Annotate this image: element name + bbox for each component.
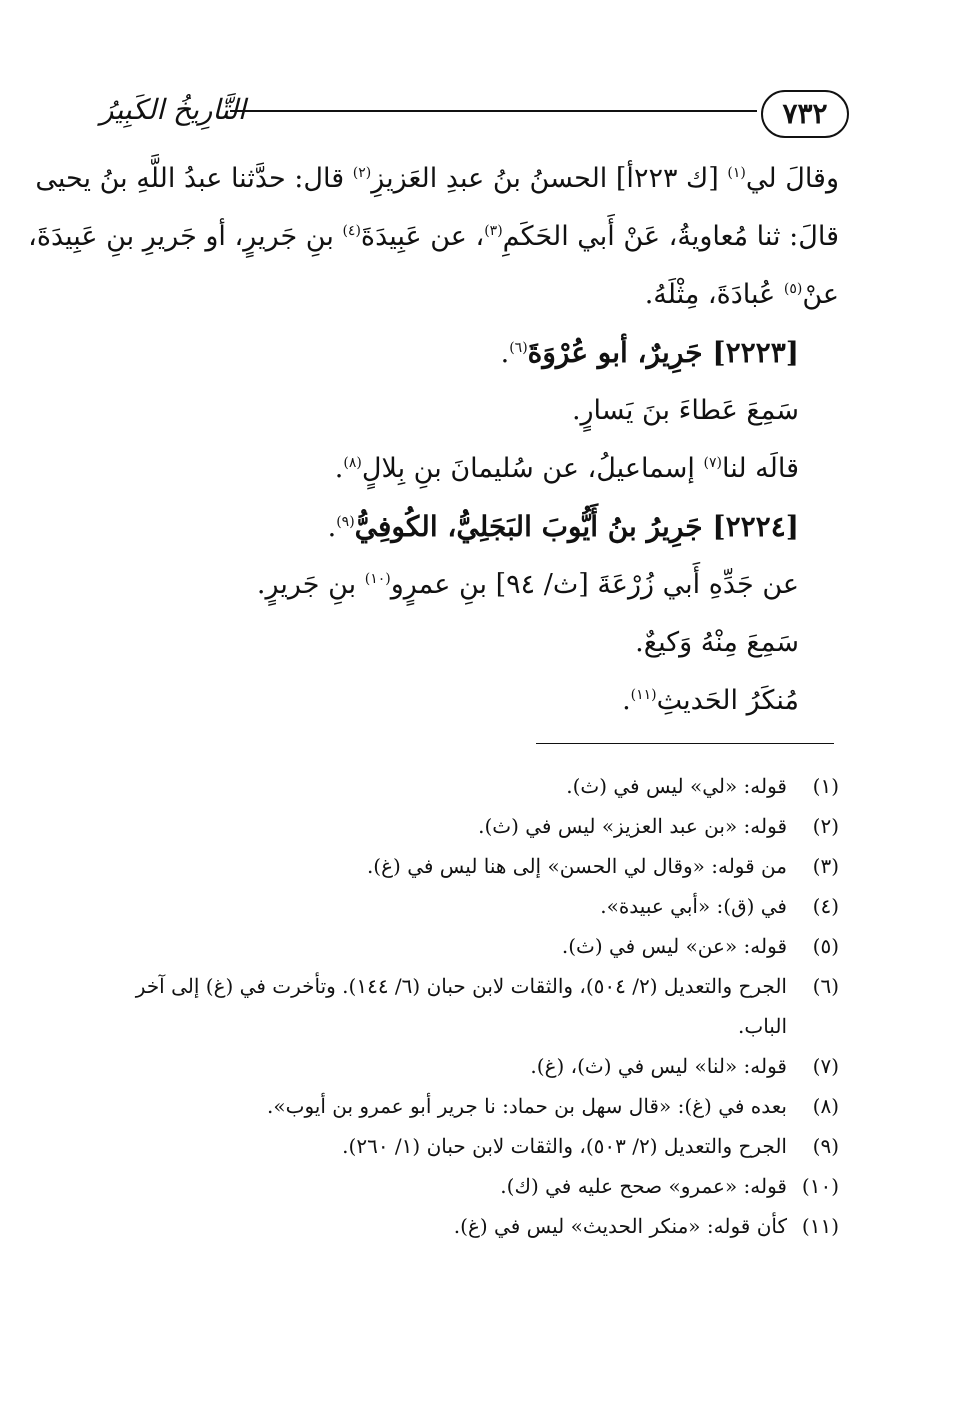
footnote-marker: (١١) xyxy=(630,687,657,703)
footnote-text: في (ق): «أبي عبيدة». xyxy=(600,894,787,918)
footnote-text: قوله: «عن» ليس في (ث). xyxy=(561,934,787,958)
footnote-marker: (١) xyxy=(727,165,746,181)
footnote-number: (٩) xyxy=(812,1134,839,1158)
footnote-number: (٢) xyxy=(812,814,839,838)
footnote-marker: (٥) xyxy=(783,281,803,297)
text-segment: سَمِعَ مِنْهُ وَكيعٌ. xyxy=(635,627,799,658)
footnote-item xyxy=(90,886,839,926)
footnote-item xyxy=(90,926,839,966)
text-line xyxy=(120,382,839,440)
text-segment: بنِ جَريرٍ. xyxy=(256,569,357,600)
text-segment: عنْ xyxy=(802,279,839,310)
footnote-marker: (٢) xyxy=(352,165,372,181)
footnote-number: (٤) xyxy=(812,894,839,918)
footnote-item xyxy=(90,1166,839,1206)
footnote-text: الجرح والتعديل (٢/ ٥٠٤)، والثقات لابن حبان (٦/ ١٤٤). وتأخرت في (غ) إلى آخر xyxy=(135,974,787,998)
text-segment: [ك ٢٢٣أ] الحسنُ بنُ عبدِ العَزيزِ xyxy=(371,163,719,194)
text-segment: . xyxy=(327,512,337,543)
footnote-text-continuation: الباب. xyxy=(738,1014,787,1038)
text-segment: إسماعيلُ، عن سُليمانَ بنِ بِلالٍ xyxy=(361,453,695,484)
footnote-marker: (٤) xyxy=(342,223,361,239)
footnote-text: قوله: «لي» ليس في (ث). xyxy=(566,774,787,798)
footnote-item xyxy=(90,1046,839,1086)
text-segment: قالَه لنا xyxy=(721,453,799,484)
entry-title: [٢٢٢٣] جَرِيرٌ، أبو عُرْوَةَ xyxy=(527,336,799,369)
footnote-number: (٦) xyxy=(812,974,839,998)
footnote-text: كأن قوله: «منكر الحديث» ليس في (غ). xyxy=(453,1214,787,1238)
footnote-marker: (٧) xyxy=(703,455,722,471)
text-line xyxy=(120,266,839,324)
footnote-item xyxy=(90,1086,839,1126)
footnote-item xyxy=(90,966,839,1046)
entry-title: [٢٢٢٤] جَرِيرُ بنُ أَيُّوبَ البَجَلِيُّ، الكُوفِيُّ xyxy=(354,510,799,543)
entry-heading xyxy=(120,324,839,382)
footnote-number: (٧) xyxy=(812,1054,839,1078)
text-segment: سَمِعَ عَطاءَ بنَ يَسارٍ. xyxy=(571,395,799,426)
footnote-marker: (٨) xyxy=(343,455,362,471)
text-line xyxy=(35,150,839,208)
text-segment: . xyxy=(500,338,510,369)
footnote-text: من قوله: «وقال لي الحسن» إلى هنا ليس في (غ). xyxy=(366,854,787,878)
footnote-marker: (٩) xyxy=(336,514,355,530)
text-line xyxy=(120,556,839,614)
text-segment: . xyxy=(622,685,631,716)
footnote-number: (٨) xyxy=(812,1094,839,1118)
main-text xyxy=(28,150,839,730)
text-segment: . xyxy=(334,453,344,484)
book-title: التَّارِيخُ الكَبِيرُ xyxy=(100,93,246,126)
text-segment: وقالَ لي xyxy=(745,163,839,194)
header-rule xyxy=(230,110,757,112)
text-segment: قال: حدَّثنا عبدُ اللَّهِ بنُ يحيى xyxy=(35,163,345,194)
text-segment: قالَ: ثنا مُعاويةُ، عَنْ أَبي الحَكَمِ xyxy=(502,221,839,252)
footnote-text: قوله: «عمرو» صحح عليه في (ك). xyxy=(500,1174,787,1198)
footnote-item xyxy=(90,1126,839,1166)
text-segment: مُنكَرُ الحَديثِ xyxy=(656,685,799,716)
footnote-text: قوله: «بن عبد العزيز» ليس في (ث). xyxy=(478,814,787,838)
footnote-item xyxy=(90,1206,839,1246)
text-segment: بنِ جَريرٍ، أو جَريرِ بنِ عَبِيدَةَ، xyxy=(28,221,334,252)
footnote-item xyxy=(90,806,839,846)
footnote-text: الجرح والتعديل (٢/ ٥٠٣)، والثقات لابن حبان (١/ ٢٦٠). xyxy=(342,1134,787,1158)
footnote-marker: (٦) xyxy=(509,340,528,356)
entry-heading xyxy=(120,498,839,556)
footnote-item xyxy=(90,846,839,886)
footnote-number: (١٠) xyxy=(801,1174,839,1198)
text-line xyxy=(28,208,839,266)
text-line xyxy=(120,672,839,730)
footnote-marker: (١٠) xyxy=(364,571,391,587)
text-line xyxy=(120,614,839,672)
footnote-separator xyxy=(536,743,834,744)
footnote-text: قوله: «لنا» ليس في (ث)، (غ). xyxy=(530,1054,787,1078)
footnote-number: (٣) xyxy=(812,854,839,878)
footnote-number: (١١) xyxy=(801,1214,839,1238)
footnote-item xyxy=(90,766,839,806)
footnotes xyxy=(90,766,839,1246)
footnote-text-wrapper xyxy=(90,966,787,1046)
text-segment: ، عن عَبِيدَةَ xyxy=(360,221,485,252)
footnote-number: (٥) xyxy=(812,934,839,958)
text-line xyxy=(120,440,839,498)
page-number: ٧٣٢ xyxy=(761,90,849,138)
text-segment: عن جَدِّهِ أَبي زُرْعَةَ [ث/ ٩٤] بنِ عمرٍو xyxy=(390,569,799,600)
page-header xyxy=(100,86,849,142)
footnote-text: بعده في (غ): «قال سهل بن حماد: نا جرير أبو عمرو بن أيوب». xyxy=(267,1094,787,1118)
footnote-marker: (٣) xyxy=(484,223,503,239)
footnote-number: (١) xyxy=(812,774,839,798)
text-segment: عُبادَةَ، مِثْلَهُ. xyxy=(644,279,776,310)
